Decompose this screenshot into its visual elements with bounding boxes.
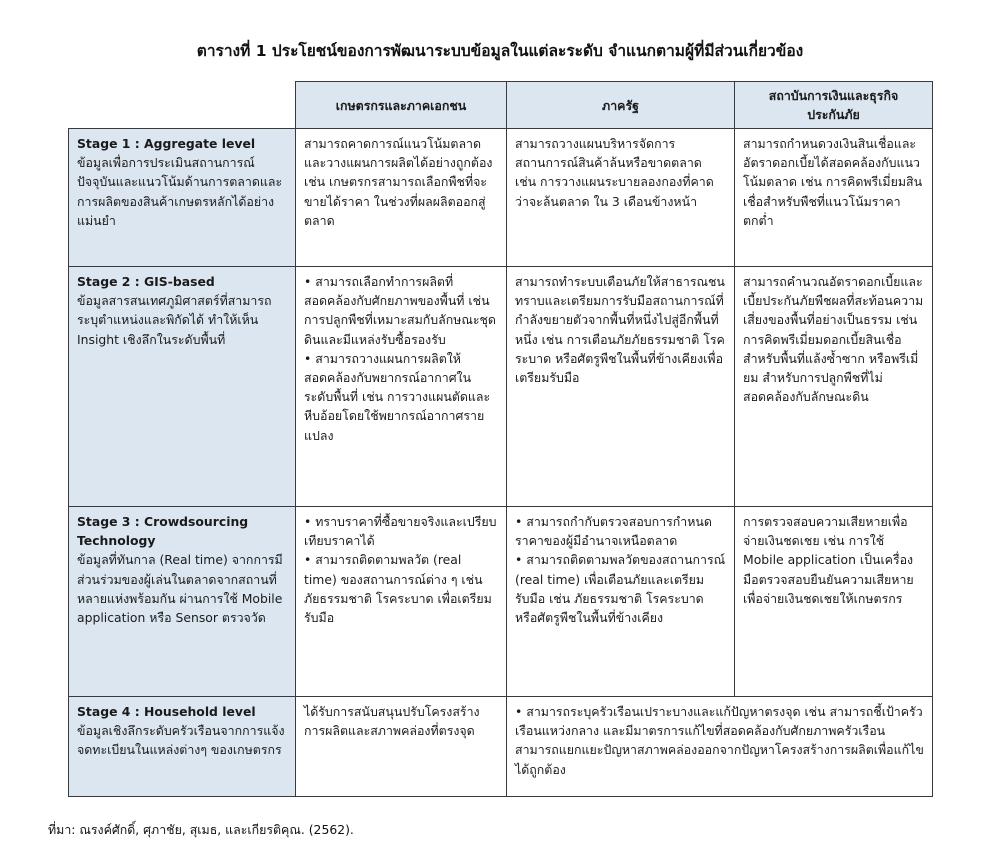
stage-1-cell xyxy=(69,129,296,267)
stage-2-farmer-cell xyxy=(296,267,507,507)
stage-3-farmer-bullet-1: • ทราบราคาที่ซื้อขายจริงและเปรียบเทียบราคาได้ xyxy=(304,512,498,550)
stage-4-title: Stage 4 : Household level xyxy=(77,704,256,719)
benefits-table xyxy=(68,81,933,797)
stage-4-government-finance-bullet: • สามารถระบุครัวเรือนเปราะบางและแก้ปัญหาตรงจุด เช่น สามารถชี้เป้าครัวเรือนแหว่งกลาง และมีมาตรการแก้ไขที่สอดคล้องกับศักยภาพครัวเรือน สามารถแยกแยะปัญหาสภาพคล่องออกจากปัญหาโครงสร้างการผลิตเพื่อแก้ไขได้ถูกต้อง xyxy=(515,702,924,779)
stage-2-finance-cell: สามารถคำนวณอัตราดอกเบี้ยและเบี้ยประกันภัยพืชผลที่สะท้อนความเสี่ยงของพื้นที่อย่างเป็นธรรม เช่น การคิดพรีเมี่ยมดอกเบี้ยสินเชื่อสำหรับพื้นที่แล้งซ้ำซาก หรือพรีเมี่ยม สำหรับการปลูกพืชที่ไม่สอดคล้องกับลักษณะดิน xyxy=(735,267,933,507)
stage-2-farmer-bullet-2: • สามารถวางแผนการผลิตให้สอดคล้องกับพยากรณ์อากาศในระดับพื้นที่ เช่น การวางแผนตัดและหีบอ้อยโดยใช้พยากรณ์อากาศรายแปลง xyxy=(304,349,498,445)
stage-3-cell xyxy=(69,507,296,697)
stage-2-cell xyxy=(69,267,296,507)
stage-3-farmer-cell xyxy=(296,507,507,697)
stage-3-government-bullet-1: • สามารถกำกับตรวจสอบการกำหนดราคาของผู้มีอำนาจเหนือตลาด xyxy=(515,512,726,550)
stage-3-government-cell xyxy=(507,507,735,697)
source-note: ที่มา: ณรงค์ศักดิ์, ศุภาชัย, สุเมธ, และเกียรติคุณ. (2562). xyxy=(48,822,354,837)
table-row-stage-3 xyxy=(69,507,933,697)
stage-1-finance-cell: สามารถกำหนดวงเงินสินเชื่อและอัตราดอกเบี้ยได้สอดคล้องกับแนวโน้มตลาด เช่น การคิดพรีเมี่ยมสินเชื่อสำหรับพืชที่แนวโน้มราคาตกต่ำ xyxy=(735,129,933,267)
table-row-stage-4 xyxy=(69,697,933,797)
stage-4-farmer-cell: ได้รับการสนับสนุนปรับโครงสร้างการผลิตและสภาพคล่องที่ตรงจุด xyxy=(296,697,507,797)
stage-2-description: ข้อมูลสารสนเทศภูมิศาสตร์ที่สามารถระบุตำแหน่งและพิกัดได้ ทำให้เห็น Insight เชิงลึกในระดับพื้นที่ xyxy=(77,293,272,347)
table-row-stage-2 xyxy=(69,267,933,507)
stage-4-cell xyxy=(69,697,296,797)
stage-3-finance-cell: การตรวจสอบความเสียหายเพื่อจ่ายเงินชดเชย เช่น การใช้ Mobile application เป็นเครื่องมือตรวจสอบยืนยันความเสียหายเพื่อจ่ายเงินชดเชยให้เกษตรกร xyxy=(735,507,933,697)
stage-4-description: ข้อมูลเชิงลึกระดับครัวเรือนจากการแจ้งจดทะเบียนในแหล่งต่างๆ ของเกษตรกร xyxy=(77,723,285,758)
table-row-stage-1 xyxy=(69,129,933,267)
header-row xyxy=(69,82,933,129)
header-farmer: เกษตรกรและภาคเอกชน xyxy=(296,82,507,129)
stage-1-government-cell: สามารถวางแผนบริหารจัดการสถานการณ์สินค้าล้นหรือขาดตลาด เช่น การวางแผนระบายลองกองที่คาดว่าจะล้นตลาด ใน 3 เดือนข้างหน้า xyxy=(507,129,735,267)
header-blank-cell xyxy=(69,82,296,129)
stage-3-description: ข้อมูลที่ทันกาล (Real time) จากการมีส่วนร่วมของผู้เล่นในตลาดจากสถานที่หลายแห่งพร้อมกัน ผ่านการใช้ Mobile application หรือ Sensor ตรวจวัด xyxy=(77,552,283,626)
stage-1-farmer-cell: สามารถคาดการณ์แนวโน้มตลาดและวางแผนการผลิตได้อย่างถูกต้อง เช่น เกษตรกรสามารถเลือกพืชที่จะขายได้ราคา ในช่วงที่ผลผลิตออกสู่ตลาด xyxy=(296,129,507,267)
header-government: ภาครัฐ xyxy=(507,82,735,129)
stage-3-title: Stage 3 : Crowdsourcing Technology xyxy=(77,514,249,549)
stage-1-description: ข้อมูลเพื่อการประเมินสถานการณ์ปัจจุบันและแนวโน้มด้านการตลาดและการผลิตของสินค้าเกษตรหลักได้อย่างแม่นยำ xyxy=(77,155,283,228)
stage-3-government-bullet-2: • สามารถติดตามพลวัตของสถานการณ์ (real time) เพื่อเตือนภัยและเตรียมรับมือ เช่น ภัยธรรมชาติ โรคระบาด หรือศัตรูพืชในพื้นที่ข้างเคียง xyxy=(515,550,726,627)
stage-2-farmer-bullet-1: • สามารถเลือกทำการผลิตที่สอดคล้องกับศักยภาพของพื้นที่ เช่น การปลูกพืชที่เหมาะสมกับลักษณะชุดดินและมีแหล่งรับซื้อรองรับ xyxy=(304,272,498,349)
table-title: ตารางที่ 1 ประโยชน์ของการพัฒนาระบบข้อมูลในแต่ละระดับ จำแนกตามผู้ที่มีส่วนเกี่ยวข้อง xyxy=(196,42,804,60)
stage-2-title: Stage 2 : GIS-based xyxy=(77,274,215,289)
stage-1-title: Stage 1 : Aggregate level xyxy=(77,136,256,151)
header-finance: สถาบันการเงินและธุรกิจประกันภัย xyxy=(735,82,933,129)
stage-2-government-cell: สามารถทำระบบเตือนภัยให้สาธารณชนทราบและเตรียมการรับมือสถานการณ์ที่กำลังขยายตัวจากพื้นที่หนึ่งไปสู่อีกพื้นที่หนึ่ง เช่น การเตือนภัยภัยธรรมชาติ โรคระบาด หรือศัตรูพืชในพื้นที่ข้างเคียงเพื่อเตรียมรับมือ xyxy=(507,267,735,507)
stage-3-farmer-bullet-2: • สามารถติดตามพลวัต (real time) ของสถานการณ์ต่าง ๆ เช่น ภัยธรรมชาติ โรคระบาด เพื่อเตรียมรับมือ xyxy=(304,550,498,627)
stage-4-government-finance-cell xyxy=(507,697,933,797)
